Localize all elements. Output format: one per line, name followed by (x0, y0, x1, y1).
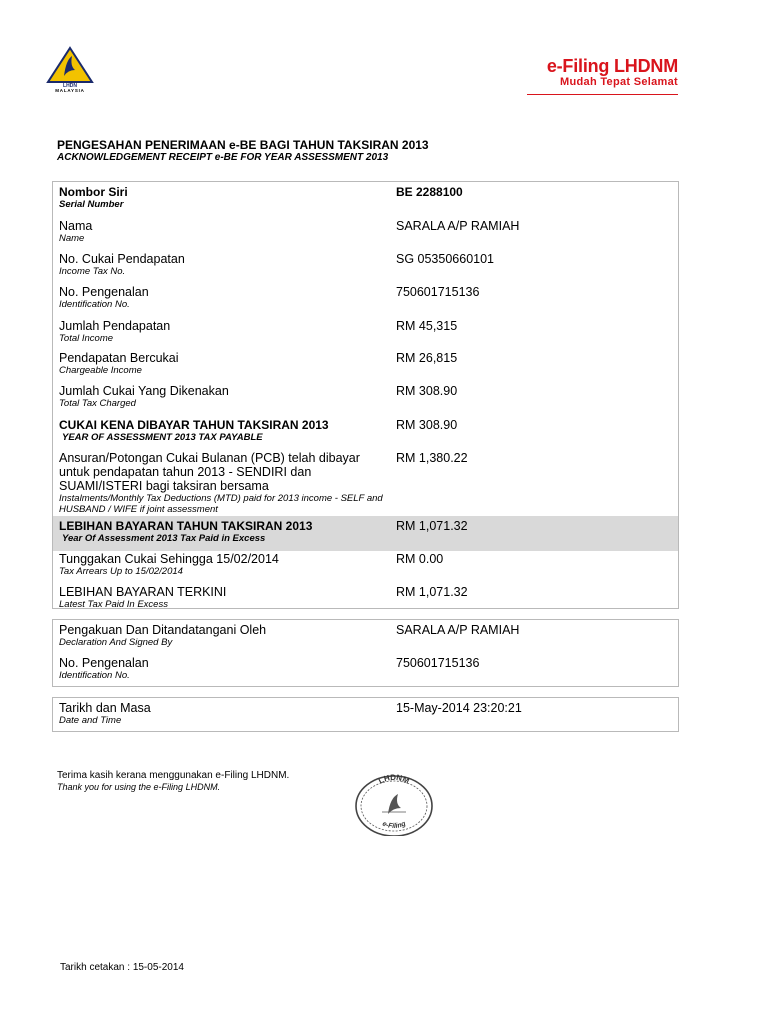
row-name (53, 219, 678, 251)
label-ms: LEBIHAN BAYARAN TERKINI (59, 585, 227, 599)
label-ms: Tunggakan Cukai Sehingga 15/02/2014 (59, 552, 279, 566)
row-identification-no (53, 285, 678, 317)
label-en: Instalments/Monthly Tax Deductions (MTD) paid for 2013 income - SELF and HUSBAND / WIFE if joint assessment (59, 493, 383, 515)
efiling-stamp (352, 772, 436, 836)
label-en: Declaration And Signed By (59, 637, 173, 648)
lhdn-logo (44, 46, 96, 92)
date-time-box (52, 697, 679, 732)
label-ms: Tarikh dan Masa (59, 701, 151, 715)
label-en: Chargeable Income (59, 365, 142, 376)
label-en: Income Tax No. (59, 266, 126, 277)
label-en: Serial Number (59, 199, 124, 210)
row-latest-excess (53, 585, 678, 610)
brand-tagline: Mudah Tepat Selamat (560, 76, 678, 88)
title-malay: PENGESAHAN PENERIMAAN e-BE BAGI TAHUN TAKSIRAN 2013 (57, 138, 429, 152)
row-total-tax-charged (53, 384, 678, 416)
value: 750601715136 (396, 656, 480, 670)
label-en: Latest Tax Paid In Excess (59, 599, 168, 610)
row-chargeable-income (53, 351, 678, 383)
label-ms: Pendapatan Bercukai (59, 351, 179, 365)
label-en: Identification No. (59, 299, 130, 310)
logo-text-bottom: MALAYSIA (55, 88, 85, 92)
label-en: Year Of Assessment 2013 Tax Paid in Excess (62, 533, 266, 544)
row-tax-arrears (53, 552, 678, 584)
label-ms: Ansuran/Potongan Cukai Bulanan (PCB) telah dibayar untuk pendapatan tahun 2013 - SENDIRI dan SUAMI/ISTERI bagi taksiran bersama (59, 451, 360, 493)
label-ms: No. Pengenalan (59, 656, 149, 670)
value: 15-May-2014 23:20:21 (396, 701, 522, 715)
title-english: ACKNOWLEDGEMENT RECEIPT e-BE FOR YEAR ASSESSMENT 2013 (57, 152, 389, 163)
label-en: Total Income (59, 333, 114, 344)
receipt-details-box (52, 181, 679, 609)
row-tax-paid-in-excess (53, 516, 678, 551)
row-serial-number (53, 185, 678, 217)
label-ms: No. Cukai Pendapatan (59, 252, 185, 266)
value: RM 308.90 (396, 384, 458, 398)
value: RM 1,071.32 (396, 519, 468, 533)
value: SG 05350660101 (396, 252, 495, 266)
label-ms: Jumlah Pendapatan (59, 319, 171, 333)
value: RM 26,815 (396, 351, 458, 365)
value: RM 1,071.32 (396, 585, 468, 599)
row-total-income (53, 319, 678, 351)
label-ms: Jumlah Cukai Yang Dikenakan (59, 384, 229, 398)
label-ms: No. Pengenalan (59, 285, 149, 299)
row-date-time (53, 701, 678, 731)
label-ms: Nombor Siri (59, 185, 128, 199)
label-ms: CUKAI KENA DIBAYAR TAHUN TAKSIRAN 2013 (59, 418, 329, 432)
declaration-box (52, 619, 679, 687)
label-ms: Pengakuan Dan Ditandatangani Oleh (59, 623, 267, 637)
label-en: Tax Arrears Up to 15/02/2014 (59, 566, 183, 577)
label-ms: LEBIHAN BAYARAN TAHUN TAKSIRAN 2013 (59, 519, 313, 533)
value: BE 2288100 (396, 185, 463, 199)
stamp-top-text: LHDNM (377, 772, 411, 786)
stamp-bottom-text: e-Filing (381, 820, 407, 831)
row-mtd-instalments (53, 451, 678, 515)
value: RM 1,380.22 (396, 451, 468, 465)
print-date: Tarikh cetakan : 15-05-2014 (60, 962, 184, 973)
thank-you-note (57, 770, 289, 793)
row-income-tax-no (53, 252, 678, 284)
row-tax-payable (53, 418, 678, 450)
brand-title: e-Filing LHDNM (546, 56, 678, 76)
value: SARALA A/P RAMIAH (396, 219, 520, 233)
value: RM 308.90 (396, 418, 458, 432)
value: RM 45,315 (396, 319, 458, 333)
value: RM 0.00 (396, 552, 444, 566)
label-en: Identification No. (59, 670, 130, 681)
label-ms: Nama (59, 219, 93, 233)
document-title (57, 138, 429, 164)
logo-text-top: LHDN (63, 83, 77, 89)
row-declarant-identification (53, 656, 678, 686)
thanks-english: Thank you for using the e-Filing LHDNM. (57, 782, 221, 792)
label-en: Name (59, 233, 85, 244)
brand-divider (527, 94, 678, 95)
thanks-malay: Terima kasih kerana menggunakan e-Filing LHDNM. (57, 770, 290, 781)
value: 750601715136 (396, 285, 480, 299)
label-en: Date and Time (59, 715, 122, 726)
label-en: YEAR OF ASSESSMENT 2013 TAX PAYABLE (62, 432, 263, 443)
label-en: Total Tax Charged (59, 398, 136, 409)
row-declared-by (53, 623, 678, 655)
efiling-brand (547, 56, 678, 88)
value: SARALA A/P RAMIAH (396, 623, 520, 637)
